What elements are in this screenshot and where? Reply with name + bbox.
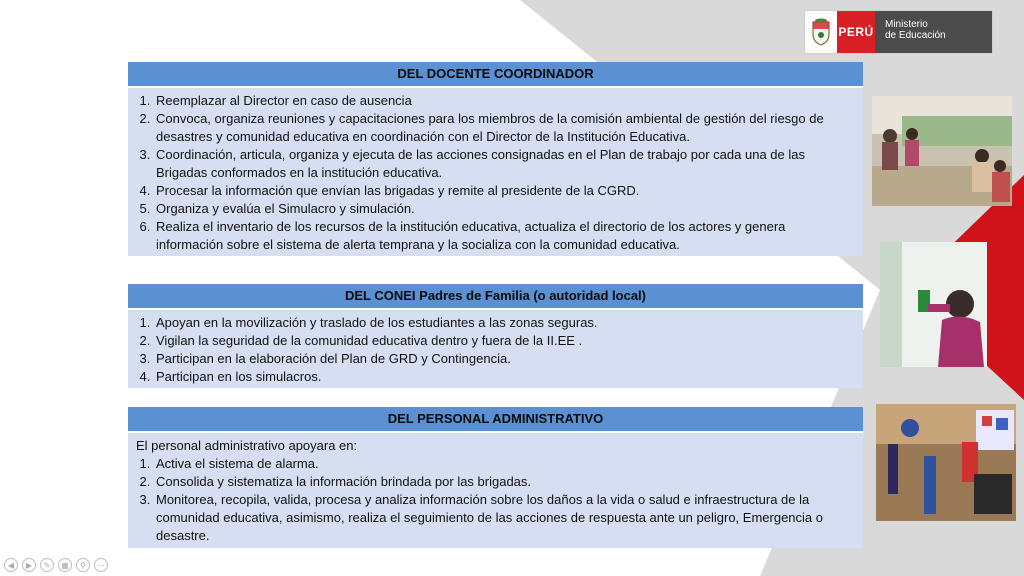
section-title: DEL CONEI Padres de Familia (o autoridad local): [128, 284, 863, 310]
ministry-logo: [804, 10, 993, 54]
list-item: 3. Participan en la elaboración del Plan de GRD y Contingencia.: [154, 350, 855, 368]
list-item: 1. Activa el sistema de alarma.: [154, 455, 855, 473]
section-body: [128, 433, 863, 549]
list-item: 1. Apoyan en la movilización y traslado de los estudiantes a las zonas seguras.: [154, 314, 855, 332]
section-body: [128, 310, 863, 390]
zoom-icon[interactable]: ⚲: [76, 558, 90, 572]
photo-school-meeting: [872, 96, 1012, 206]
photo-evacuation-drill: [876, 404, 1016, 521]
list-item: 3. Coordinación, articula, organiza y ejecuta de las acciones consignadas en el Plan de trabajo por cada una de las Brigadas conformados en la institución educativa.: [154, 146, 855, 182]
personal-administrativo-panel: [128, 407, 863, 548]
list-item: 2. Convoca, organiza reuniones y capacitaciones para los miembros de la comisión ambiental de gestión del riesgo de desastres y comunidad educativa en coordinación con el Director de la Institución Educativa.: [154, 110, 855, 146]
list-item: 5. Organiza y evalúa el Simulacro y simulación.: [154, 200, 855, 218]
pen-icon[interactable]: ✎: [40, 558, 54, 572]
list-item: 4. Participan en los simulacros.: [154, 368, 855, 386]
coat-of-arms-icon: [805, 11, 837, 53]
next-icon[interactable]: ▶: [22, 558, 36, 572]
list-item: 4. Procesar la información que envían las brigadas y remite al presidente de la CGRD.: [154, 182, 855, 200]
docente-coordinador-panel: [128, 62, 863, 256]
section-intro: El personal administrativo apoyara en:: [136, 438, 358, 453]
list-item: 2. Consolida y sistematiza la información brindada por las brigadas.: [154, 473, 855, 491]
list-item: 1. Reemplazar al Director en caso de ausencia: [154, 92, 855, 110]
ministry-line-2: de Educación: [885, 30, 946, 41]
ministry-line-1: Ministerio: [885, 19, 928, 30]
photo-alarm-activation: [880, 242, 987, 367]
slides-icon[interactable]: ▦: [58, 558, 72, 572]
section-title: DEL PERSONAL ADMINISTRATIVO: [128, 407, 863, 433]
list-item: 6. Realiza el inventario de los recursos de la institución educativa, actualiza el directorio de los actores y genera información sobre el sistema de alerta temprana y la socializa con la comunidad educativa.: [154, 218, 855, 254]
more-icon[interactable]: ⋯: [94, 558, 108, 572]
slideshow-controls: [4, 558, 108, 572]
ministry-label: [875, 11, 992, 53]
country-label: PERÚ: [837, 11, 875, 53]
conei-panel: [128, 284, 863, 388]
list-item: 3. Monitorea, recopila, valida, procesa y analiza información sobre los daños a la vida o salud e infraestructura de la comunidad educativa, asimismo, realiza el seguimiento de las acciones de respuesta ante un peligro, Emergencia o desastre.: [154, 491, 855, 545]
list-item: 2. Vigilan la seguridad de la comunidad educativa dentro y fuera de la II.EE .: [154, 332, 855, 350]
section-body: [128, 88, 863, 258]
section-title: DEL DOCENTE COORDINADOR: [128, 62, 863, 88]
previous-icon[interactable]: ◀: [4, 558, 18, 572]
